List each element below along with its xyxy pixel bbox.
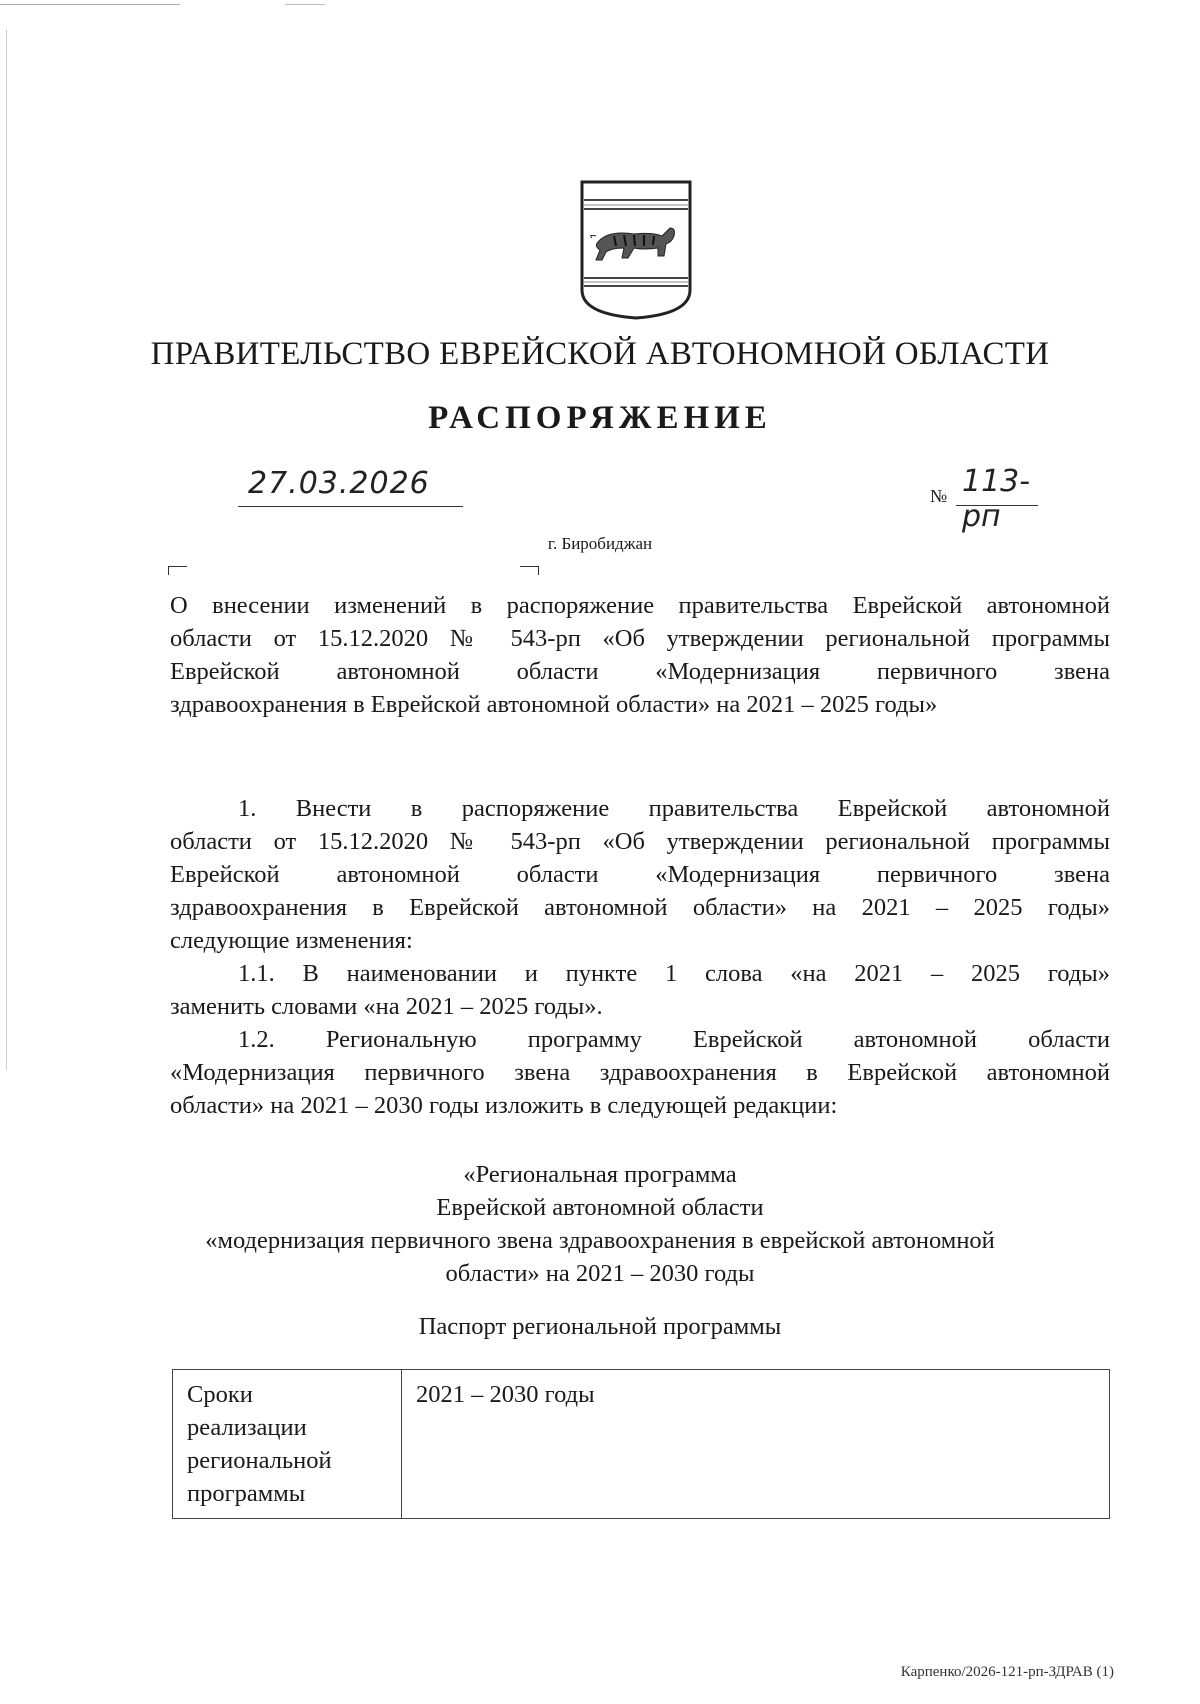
subject-bracket-right (520, 566, 539, 575)
passport-table (172, 1369, 1110, 1519)
program-title-line: «Региональная программа (463, 1161, 737, 1188)
passport-key-line: региональной (187, 1447, 332, 1474)
passport-key-line: реализации (187, 1414, 307, 1441)
program-title-line: Еврейской автономной области (436, 1194, 764, 1221)
program-title-line: области» на 2021 – 2030 годы (445, 1260, 755, 1287)
item-1-line: Еврейской автономной области «Модернизация первичного звена (170, 861, 1110, 888)
scan-edge-top-fragment (285, 4, 325, 5)
program-title-line: «модернизация первичного звена здравоохранения в еврейской автономной (205, 1227, 995, 1254)
table-row (173, 1370, 1110, 1519)
passport-key-line: программы (187, 1480, 306, 1507)
scan-edge-top (0, 4, 180, 5)
item-1-1-line: заменить словами «на 2021 – 2025 годы». (170, 993, 603, 1020)
subject-line: Еврейской автономной области «Модернизация первичного звена (170, 658, 1110, 685)
item-1-2-line: 1.2. Региональную программу Еврейской автономной области (238, 1026, 1110, 1053)
subject-line: области от 15.12.2020 № 543-рп «Об утверждении региональной программы (170, 625, 1110, 652)
number-sign: № (930, 486, 948, 506)
passport-key-cell (173, 1370, 402, 1519)
item-1-line: области от 15.12.2020 № 543-рп «Об утверждении региональной программы (170, 828, 1110, 855)
number-field (930, 464, 1050, 534)
subject-line: О внесении изменений в распоряжение правительства Еврейской автономной (170, 592, 1110, 619)
date-handwritten: 27.03.2026 (248, 466, 430, 501)
date-field (238, 466, 463, 507)
subject-bracket-left (168, 566, 187, 575)
item-1-line: следующие изменения: (170, 927, 413, 954)
passport-key-line: Сроки (187, 1381, 253, 1408)
city: г. Биробиджан (547, 534, 653, 553)
subject-line: здравоохранения в Еврейской автономной области» на 2021 – 2025 годы» (170, 691, 938, 718)
item-1-2-line: «Модернизация первичного звена здравоохранения в Еврейской автономной (170, 1059, 1110, 1086)
item-1-line: 1. Внести в распоряжение правительства Еврейской автономной (238, 795, 1110, 822)
government-title: ПРАВИТЕЛЬСТВО ЕВРЕЙСКОЙ АВТОНОМНОЙ ОБЛАСТИ (150, 336, 1050, 372)
passport-value-cell: 2021 – 2030 годы (402, 1370, 1110, 1519)
item-1-2-line: области» на 2021 – 2030 годы изложить в следующей редакции: (170, 1092, 838, 1119)
item-1-line: здравоохранения в Еврейской автономной области» на 2021 – 2025 годы» (170, 894, 1110, 921)
passport-title: Паспорт региональной программы (418, 1313, 782, 1340)
coat-of-arms-emblem (578, 178, 694, 322)
item-1-1-line: 1.1. В наименовании и пункте 1 слова «на 2021 – 2025 годы» (238, 960, 1110, 987)
footer-code: Карпенко/2026-121-рп-ЗДРАВ (1) (900, 1664, 1114, 1680)
document-type: РАСПОРЯЖЕНИЕ (428, 400, 772, 436)
number-handwritten: 113-рп (962, 464, 1031, 534)
